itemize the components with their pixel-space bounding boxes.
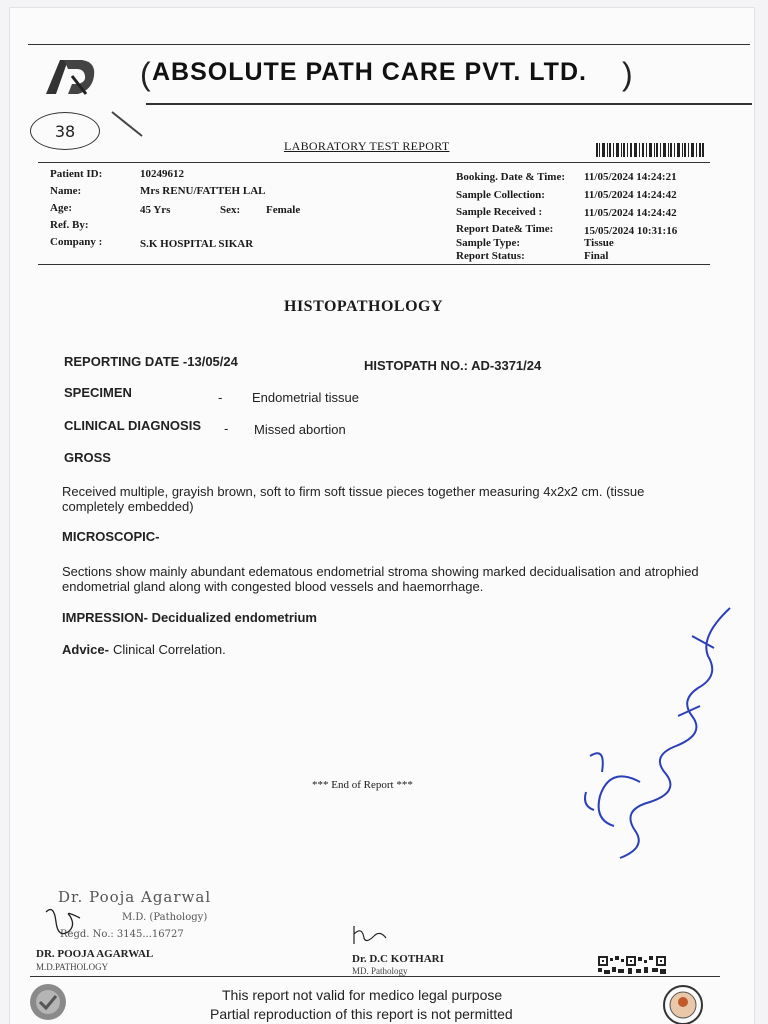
company-name: ABSOLUTE PATH CARE PVT. LTD. [152,58,587,86]
report-title: LABORATORY TEST REPORT [284,139,450,153]
footer-rule [30,976,720,977]
doctor2-signature-icon [350,922,390,948]
title-bracket-right: ) [622,56,633,92]
clinical-diagnosis-dash: - [224,421,229,436]
report-date-value: 15/05/2024 10:31:16 [584,225,678,237]
pen-stroke-icon [110,108,146,140]
advice-value: Clinical Correlation. [112,642,226,657]
end-of-report: *** End of Report *** [312,779,413,791]
microscopic-text: Sections show mainly abundant edematous endometrial stroma showing marked decidualisation and atrophied endometrial gland along with congested blood vessels and haemorrhage. [62,564,699,594]
reporting-date: REPORTING DATE -13/05/24 [64,354,238,369]
gross-text: Received multiple, grayish brown, soft to firm soft tissue pieces together measuring 4x2x2 cm. (tissue completely embedded) [62,484,645,514]
info-top-rule [38,162,710,163]
doctor2-name: Dr. D.C KOTHARI [352,953,444,965]
info-bottom-rule [38,264,710,265]
report-sheet [10,8,754,1024]
name-label: Name: [50,185,82,197]
company-value: S.K HOSPITAL SIKAR [140,238,254,250]
clinical-diagnosis-value: Missed abortion [254,422,346,437]
stamp-doctor-name: Dr. Pooja Agarwal [58,888,212,906]
stamp-registration: Regd. No.: 3145...16727 [60,929,184,940]
collection-value: 11/05/2024 14:24:42 [584,189,677,201]
certification-emblem-icon [660,982,706,1024]
age-label: Age: [50,202,72,214]
gross-label: GROSS [64,450,111,465]
report-status-value: Final [584,250,609,262]
doctor-signature-scribble-icon [40,902,90,946]
ref-by-label: Ref. By: [50,219,89,231]
microscopic-label: MICROSCOPIC- [62,529,160,544]
report-status-label: Report Status: [456,250,525,262]
advice-line [62,641,226,659]
patient-id-value: 10249612 [140,168,184,180]
stamp-degree: M.D. (Pathology) [122,912,208,923]
advice-label: Advice- [62,642,109,657]
header-underline [146,103,752,105]
doctor1-name: DR. POOJA AGARWAL [36,948,154,960]
impression: IMPRESSION- Decidualized endometrium [62,610,317,625]
report-date-label: Report Date& Time: [456,223,554,235]
age-value: 45 Yrs [140,204,171,216]
top-rule [28,44,750,45]
booking-label: Booking. Date & Time: [456,171,565,183]
handwritten-signature-icon [580,596,740,866]
handwritten-number: 38 [30,112,100,150]
footer-notice-line1: This report not valid for medico legal purpose [222,987,503,1003]
received-label: Sample Received : [456,206,543,218]
accreditation-seal-icon [26,980,70,1020]
company-logo-icon [42,54,98,98]
barcode-icon [596,143,704,157]
collection-label: Sample Collection: [456,189,545,201]
specimen-value: Endometrial tissue [252,390,359,405]
sample-type-value: Tissue [584,237,614,249]
clinical-diagnosis-label: CLINICAL DIAGNOSIS [64,418,201,433]
footer-notice-line2: Partial reproduction of this report is not permitted [210,1006,513,1022]
received-value: 11/05/2024 14:24:42 [584,207,677,219]
department-title: HISTOPATHOLOGY [284,298,444,315]
name-value: Mrs RENU/FATTEH LAL [140,185,266,197]
doctor1-degree: M.D.PATHOLOGY [36,962,109,972]
sex-value: Female [266,204,301,216]
histopath-number: HISTOPATH NO.: AD-3371/24 [364,358,542,373]
title-bracket-left: ( [140,56,151,92]
qr-code-icon [598,956,668,976]
doctor2-degree: MD. Pathology [352,966,408,976]
specimen-dash: - [218,390,223,405]
company-label: Company : [50,236,103,248]
booking-value: 11/05/2024 14:24:21 [584,171,677,183]
patient-id-label: Patient ID: [50,168,103,180]
sample-type-label: Sample Type: [456,237,521,249]
specimen-label: SPECIMEN [64,385,132,400]
sex-label: Sex: [220,204,241,216]
